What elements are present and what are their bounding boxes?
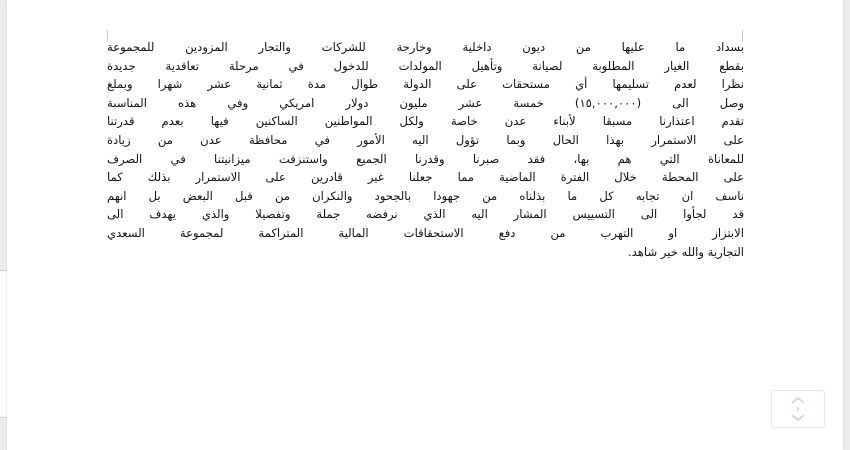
text-line: الابتزاز او التهرب من دفع الاستحقاقات المالية المتراكمة لمجموعة السعدي	[107, 225, 744, 240]
text-line: بسداد ما عليها من ديون داخلية وخارجة للشركات والتجار المزودين للمجموعة	[107, 40, 744, 54]
text-line: بقطع الغيار المطلوبة لصيانة وتأهيل المولدات للدخول في مرحلة تعاقدية جديدة	[107, 58, 744, 73]
chevron-up-down-icon	[785, 394, 811, 424]
text-line: ناسف ان تجابه كل ما بذلناه من جهودا بالجحود والنكران من قبل البعض بل انهم	[107, 188, 744, 203]
text-line: للمعاناة التي هم بها، فقد صبرنا وقدرنا الجميع واستنزفت ميزانيتنا في الصرف	[107, 151, 744, 166]
document-page	[7, 0, 843, 450]
scroll-toggle-button[interactable]	[771, 390, 825, 428]
text-line: على الاستمرار بهذا الحال وبما تؤول اليه الأمور في محافظة عدن من زيادة	[107, 132, 744, 147]
text-line: قد لجأوا الى التسييس المشار اليه الذي نرفضه جملة وتفصيلا والذي يهدف الى	[107, 207, 744, 222]
text-line: نظرا لعدم تسليمها أي مستحقات على الدولة طوال مدة ثمانية عشر شهرا وبملغ	[107, 77, 744, 92]
text-line: وصل الى (١٥,٠٠٠,٠٠٠) خمسة عشر مليون دولار امريكي وفي هذه المناسبة	[107, 95, 744, 110]
text-line: على المحطة خلال الفترة الماضية مما جعلنا غير قادرين على الاستمرار بذلك كما	[107, 170, 744, 185]
document-text	[107, 38, 744, 261]
text-line: التجارية والله خير شاهد.	[628, 244, 744, 259]
text-line: تقدم اعتذارنا مسبقا لأبناء عدن خاصة ولكل المواطنين الساكنين فيها بعدم قدرتنا	[107, 114, 744, 129]
